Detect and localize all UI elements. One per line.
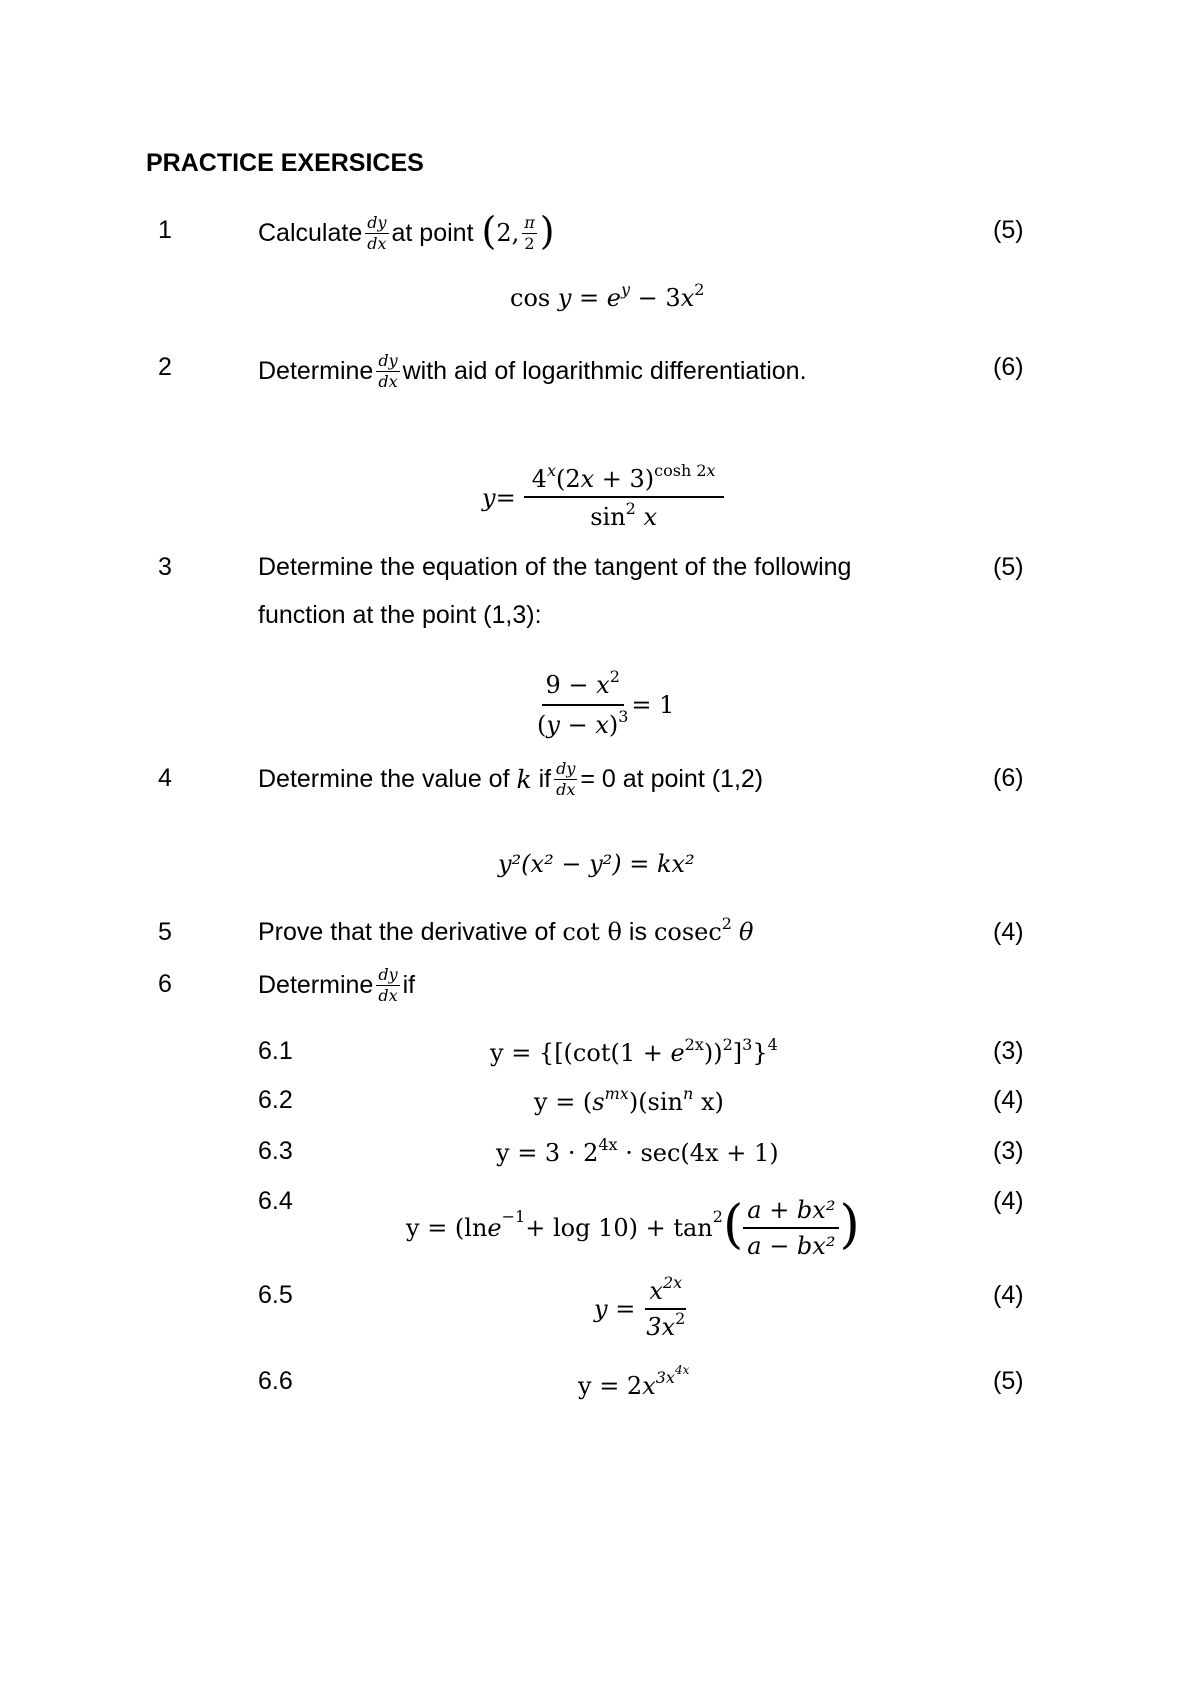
fraction-denominator — [587, 498, 660, 530]
eq-part: y — [546, 711, 560, 740]
eq-part: cosh 2 — [654, 461, 707, 480]
eq-part: mx — [604, 1084, 629, 1103]
eq-part: y = ( — [534, 1088, 593, 1116]
fraction-numerator — [645, 1273, 686, 1310]
derivative-fraction — [376, 966, 399, 1004]
eq-part: − — [559, 711, 596, 740]
question-text-part: Prove that the derivative of — [258, 918, 556, 946]
question-text — [258, 966, 415, 1004]
question-text-part: if — [538, 764, 552, 793]
marks: (4) — [993, 1281, 1024, 1309]
eq-part: 3 — [618, 707, 629, 727]
eq-part: x — [706, 461, 716, 480]
question-text-part: θ — [738, 918, 754, 946]
eq-part: cos — [510, 284, 551, 312]
subquestion-number: 6.5 — [258, 1281, 293, 1309]
fraction-numerator: dy — [556, 759, 576, 778]
question-text-part: is — [628, 918, 647, 946]
eq-part: 2 — [609, 667, 620, 686]
subquestion-number: 6.2 — [258, 1086, 293, 1114]
question-text — [258, 914, 754, 946]
question-text-line: Determine the equation of the tangent of the following — [258, 553, 852, 581]
equation — [482, 461, 724, 532]
fraction-numerator: dy — [378, 351, 398, 370]
equation — [510, 280, 705, 312]
fraction-denominator: dx — [556, 779, 576, 799]
eq-part: 2 — [625, 499, 636, 519]
eq-part: 2 — [694, 280, 705, 299]
fraction-numerator — [542, 667, 624, 706]
eq-part: x — [595, 711, 609, 740]
marks: (6) — [993, 764, 1024, 792]
derivative-fraction — [554, 760, 577, 798]
fraction-numerator: a + bx² — [743, 1197, 839, 1229]
equation — [490, 1035, 778, 1067]
eq-part: y — [557, 284, 572, 312]
eq-part: y = 3 · 2 — [496, 1139, 599, 1167]
question-number: 6 — [158, 970, 172, 998]
question-text-part: 2 — [721, 914, 732, 933]
fraction-denominator: dx — [378, 985, 398, 1005]
eq-part: n — [683, 1084, 694, 1103]
marks: (4) — [993, 1187, 1024, 1215]
eq-part: y — [482, 484, 496, 513]
eq-part: · sec(4x + 1) — [617, 1139, 779, 1167]
question-text-part: cot θ — [562, 918, 622, 946]
eq-part: 3x — [655, 1368, 675, 1387]
eq-part: x — [649, 1277, 663, 1305]
equation — [406, 1188, 860, 1268]
eq-part: y — [621, 280, 631, 299]
marks: (4) — [993, 1086, 1024, 1114]
subquestion-number: 6.6 — [258, 1367, 293, 1395]
equation: y²(x² − y²) = kx² — [498, 850, 695, 878]
eq-fraction — [524, 461, 724, 532]
eq-part: x — [596, 671, 610, 699]
eq-part: 2x — [684, 1035, 704, 1054]
eq-part: y = 2 — [578, 1372, 643, 1400]
eq-part: = — [571, 284, 607, 312]
point-value: 2, — [496, 219, 520, 248]
page-title: PRACTICE EXERSICES — [146, 149, 424, 177]
close-paren: ) — [539, 209, 555, 254]
eq-part: + 3) — [594, 465, 655, 493]
eq-part: ( — [537, 711, 547, 740]
fraction-numerator: dy — [378, 965, 398, 984]
equation — [534, 1084, 724, 1116]
question-text-part: at point — [391, 218, 474, 247]
open-paren: ( — [722, 1195, 744, 1255]
point-fraction — [522, 214, 537, 252]
fraction-denominator: a − bx² — [747, 1232, 836, 1260]
question-number: 4 — [158, 764, 172, 792]
eq-part: 4x — [674, 1363, 690, 1377]
question-number: 5 — [158, 918, 172, 946]
equation — [534, 667, 675, 740]
question-number: 2 — [158, 353, 172, 381]
eq-part: x — [546, 461, 556, 480]
fraction-numerator: dy — [367, 213, 387, 232]
eq-part: = 1 — [631, 691, 675, 720]
marks: (3) — [993, 1137, 1024, 1165]
eq-part: ) — [608, 711, 619, 740]
marks: (5) — [993, 1367, 1024, 1395]
question-text — [258, 760, 763, 798]
question-text-part: Calculate — [258, 218, 363, 247]
fraction-denominator — [643, 1310, 688, 1340]
eq-part: x — [642, 1372, 656, 1400]
subquestion-number: 6.1 — [258, 1037, 293, 1065]
eq-part: 2x — [662, 1273, 683, 1292]
open-paren: ( — [481, 209, 497, 254]
eq-part: y = {[(cot(1 + — [490, 1039, 671, 1067]
question-text-part: with aid of logarithmic differentiation. — [402, 356, 807, 385]
eq-part: 3 — [742, 1035, 753, 1054]
eq-part: 4x — [598, 1135, 618, 1154]
eq-part: e — [670, 1039, 685, 1067]
fraction-numerator: π — [524, 213, 535, 232]
eq-part: x — [580, 465, 595, 493]
marks: (6) — [993, 353, 1024, 381]
eq-part: sin — [590, 503, 626, 532]
eq-part: 3x — [646, 1313, 676, 1342]
question-number: 1 — [158, 216, 172, 244]
fraction-denominator: 2 — [524, 233, 535, 253]
question-number: 3 — [158, 553, 172, 581]
eq-part: − 3 — [630, 284, 681, 312]
question-text — [258, 209, 555, 254]
eq-part: 2 — [712, 1207, 723, 1226]
subquestion-number: 6.3 — [258, 1137, 293, 1165]
question-text-line: function at the point (1,3): — [258, 601, 542, 629]
eq-part: 2 — [675, 1309, 686, 1329]
eq-part: x — [643, 503, 658, 532]
eq-part: + log 10) + tan — [525, 1214, 713, 1242]
subquestion-number: 6.4 — [258, 1187, 293, 1215]
eq-part: y = (ln — [406, 1214, 488, 1242]
eq-fraction — [743, 1197, 839, 1260]
eq-part: e — [487, 1214, 502, 1242]
eq-part: 4 — [531, 465, 547, 493]
derivative-fraction — [376, 352, 399, 390]
marks: (5) — [993, 216, 1024, 244]
eq-part: (2 — [555, 465, 581, 493]
fraction-numerator — [524, 461, 724, 498]
eq-part: −1 — [501, 1207, 526, 1226]
marks: (5) — [993, 553, 1024, 581]
eq-part: } — [752, 1039, 768, 1067]
eq-part: 4 — [767, 1035, 778, 1054]
eq-part: )) — [703, 1039, 723, 1067]
equation — [496, 1135, 779, 1167]
equation — [594, 1273, 688, 1342]
eq-part: y = — [594, 1295, 636, 1324]
eq-part: x) — [693, 1088, 724, 1116]
derivative-fraction — [365, 214, 388, 252]
eq-part: = — [495, 484, 516, 513]
question-text — [258, 352, 807, 390]
eq-part: 2 — [722, 1035, 733, 1054]
eq-part: 9 − — [545, 671, 597, 699]
fraction-denominator — [534, 706, 631, 738]
eq-part: x — [680, 284, 695, 312]
eq-fraction — [534, 667, 631, 740]
question-text-part: Determine the value of — [258, 764, 510, 793]
question-text-part: cosec — [653, 918, 722, 946]
question-text-part: if — [402, 970, 416, 999]
question-text-part: k — [516, 764, 532, 794]
eq-part: ] — [732, 1039, 743, 1067]
question-text-part: = 0 at point (1,2) — [580, 764, 764, 793]
eq-part: s — [592, 1088, 605, 1116]
marks: (3) — [993, 1037, 1024, 1065]
fraction-denominator: dx — [367, 233, 387, 253]
equation — [578, 1363, 690, 1400]
close-paren: ) — [839, 1195, 860, 1255]
question-text-part: Determine — [258, 970, 374, 999]
marks: (4) — [993, 918, 1024, 946]
eq-part: )(sin — [628, 1088, 684, 1116]
eq-fraction — [643, 1273, 688, 1342]
eq-part: e — [606, 284, 621, 312]
question-text-part: Determine — [258, 356, 374, 385]
fraction-denominator: dx — [378, 371, 398, 391]
